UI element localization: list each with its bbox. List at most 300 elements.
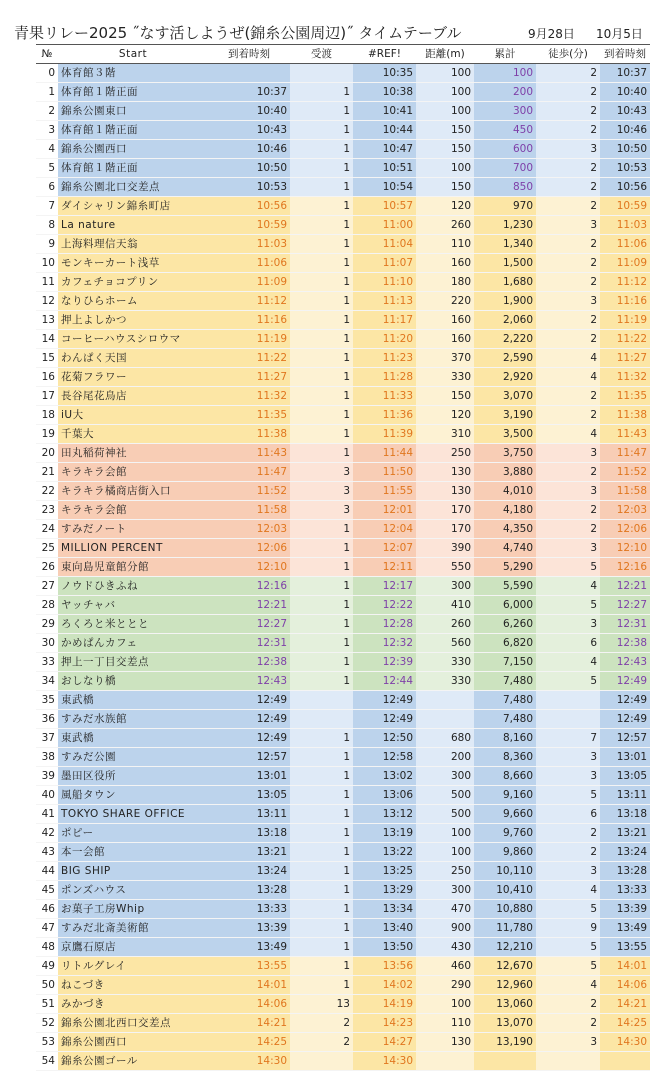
stop-name: 体育館１階正面 [58, 121, 208, 140]
table-row [36, 216, 650, 235]
row-number: 27 [36, 577, 58, 596]
ref-time: 10:51 [353, 159, 416, 178]
arrival-time: 11:27 [208, 368, 290, 387]
arrival-time-2: 10:40 [600, 83, 650, 102]
table-row [36, 995, 650, 1014]
ref-time: 12:50 [353, 729, 416, 748]
handover: 1 [290, 558, 353, 577]
stop-name: かめぱんカフェ [58, 634, 208, 653]
cumulative: 3,190 [474, 406, 536, 425]
table-row [36, 1052, 650, 1071]
row-number: 5 [36, 159, 58, 178]
walk-minutes: 2 [536, 1014, 600, 1033]
handover: 1 [290, 881, 353, 900]
header-cumulative: 累計 [474, 45, 536, 64]
header-row [36, 45, 650, 64]
stop-name: おしなり橋 [58, 672, 208, 691]
arrival-time: 12:49 [208, 710, 290, 729]
ref-time: 10:54 [353, 178, 416, 197]
stop-name: 体育館１階正面 [58, 83, 208, 102]
stop-name: 錦糸公園東口 [58, 102, 208, 121]
distance: 110 [416, 1014, 474, 1033]
table-row [36, 710, 650, 729]
cumulative: 7,480 [474, 710, 536, 729]
handover: 1 [290, 938, 353, 957]
stop-name: 千葉大 [58, 425, 208, 444]
distance: 150 [416, 121, 474, 140]
handover: 1 [290, 672, 353, 691]
walk-minutes: 2 [536, 824, 600, 843]
table-row [36, 482, 650, 501]
cumulative: 6,820 [474, 634, 536, 653]
stop-name: 墨田区役所 [58, 767, 208, 786]
ref-time: 14:19 [353, 995, 416, 1014]
row-number: 53 [36, 1033, 58, 1052]
arrival-time-2: 13:18 [600, 805, 650, 824]
ref-time: 13:22 [353, 843, 416, 862]
arrival-time: 11:09 [208, 273, 290, 292]
arrival-time: 11:32 [208, 387, 290, 406]
row-number: 26 [36, 558, 58, 577]
arrival-time-2: 10:37 [600, 64, 650, 83]
stop-name: ヤッチャバ [58, 596, 208, 615]
table-row [36, 805, 650, 824]
stop-name: わんぱく天国 [58, 349, 208, 368]
arrival-time: 11:52 [208, 482, 290, 501]
handover: 1 [290, 539, 353, 558]
handover: 1 [290, 957, 353, 976]
arrival-time: 10:50 [208, 159, 290, 178]
stop-name: すみだ水族館 [58, 710, 208, 729]
handover [290, 691, 353, 710]
handover [290, 64, 353, 83]
arrival-time-2: 11:06 [600, 235, 650, 254]
ref-time: 12:58 [353, 748, 416, 767]
arrival-time: 14:06 [208, 995, 290, 1014]
stop-name: 田丸稲荷神社 [58, 444, 208, 463]
arrival-time-2: 11:43 [600, 425, 650, 444]
arrival-time: 11:22 [208, 349, 290, 368]
handover: 1 [290, 615, 353, 634]
cumulative: 1,500 [474, 254, 536, 273]
table-body [36, 64, 650, 1071]
handover: 1 [290, 254, 353, 273]
arrival-time: 10:56 [208, 197, 290, 216]
table-row [36, 767, 650, 786]
row-number: 4 [36, 140, 58, 159]
distance: 100 [416, 843, 474, 862]
handover: 1 [290, 976, 353, 995]
ref-time: 13:19 [353, 824, 416, 843]
table-row [36, 1014, 650, 1033]
arrival-time-2: 11:35 [600, 387, 650, 406]
stop-name: 錦糸公園ゴール [58, 1052, 208, 1071]
stop-name: ポピー [58, 824, 208, 843]
row-number: 39 [36, 767, 58, 786]
ref-time: 13:02 [353, 767, 416, 786]
cumulative: 6,000 [474, 596, 536, 615]
walk-minutes: 2 [536, 463, 600, 482]
cumulative: 9,760 [474, 824, 536, 843]
arrival-time-2: 13:21 [600, 824, 650, 843]
arrival-time: 13:33 [208, 900, 290, 919]
distance: 170 [416, 520, 474, 539]
cumulative: 5,590 [474, 577, 536, 596]
stop-name: 長谷尾花鳥店 [58, 387, 208, 406]
table-row [36, 919, 650, 938]
ref-time: 10:47 [353, 140, 416, 159]
handover: 1 [290, 216, 353, 235]
arrival-time: 14:01 [208, 976, 290, 995]
ref-time: 10:38 [353, 83, 416, 102]
handover: 1 [290, 159, 353, 178]
row-number: 14 [36, 330, 58, 349]
arrival-time-2: 13:55 [600, 938, 650, 957]
cumulative: 12,960 [474, 976, 536, 995]
ref-time: 13:12 [353, 805, 416, 824]
handover: 1 [290, 862, 353, 881]
cumulative: 2,060 [474, 311, 536, 330]
ref-time: 12:11 [353, 558, 416, 577]
handover: 1 [290, 919, 353, 938]
walk-minutes: 5 [536, 957, 600, 976]
table-row [36, 273, 650, 292]
table-row [36, 406, 650, 425]
walk-minutes: 6 [536, 805, 600, 824]
ref-time: 10:35 [353, 64, 416, 83]
stop-name: ダイシャリン錦糸町店 [58, 197, 208, 216]
stop-name: キラキラ会館 [58, 501, 208, 520]
handover: 1 [290, 786, 353, 805]
arrival-time: 13:11 [208, 805, 290, 824]
arrival-time-2: 12:03 [600, 501, 650, 520]
ref-time: 11:39 [353, 425, 416, 444]
row-number: 11 [36, 273, 58, 292]
table-row [36, 539, 650, 558]
arrival-time-2: 12:27 [600, 596, 650, 615]
cumulative: 1,230 [474, 216, 536, 235]
stop-name: 本一会館 [58, 843, 208, 862]
row-number: 18 [36, 406, 58, 425]
walk-minutes: 3 [536, 1033, 600, 1052]
walk-minutes: 3 [536, 444, 600, 463]
arrival-time-2: 12:38 [600, 634, 650, 653]
row-number: 23 [36, 501, 58, 520]
stop-name: 体育館３階 [58, 64, 208, 83]
ref-time: 11:13 [353, 292, 416, 311]
distance: 390 [416, 539, 474, 558]
arrival-time-2: 11:16 [600, 292, 650, 311]
arrival-time: 12:03 [208, 520, 290, 539]
walk-minutes: 3 [536, 140, 600, 159]
row-number: 45 [36, 881, 58, 900]
stop-name: ろくろと米ととと [58, 615, 208, 634]
cumulative: 700 [474, 159, 536, 178]
row-number: 42 [36, 824, 58, 843]
ref-time: 11:33 [353, 387, 416, 406]
handover: 1 [290, 767, 353, 786]
arrival-time-2: 14:01 [600, 957, 650, 976]
distance: 220 [416, 292, 474, 311]
handover: 1 [290, 596, 353, 615]
ref-time: 14:02 [353, 976, 416, 995]
cumulative: 10,410 [474, 881, 536, 900]
table-row [36, 463, 650, 482]
row-number: 52 [36, 1014, 58, 1033]
arrival-time-2: 13:39 [600, 900, 650, 919]
header-arrival-2: 到着時刻 [600, 45, 650, 64]
cumulative: 13,060 [474, 995, 536, 1014]
arrival-time: 11:03 [208, 235, 290, 254]
distance: 550 [416, 558, 474, 577]
distance: 150 [416, 178, 474, 197]
walk-minutes: 2 [536, 235, 600, 254]
row-number: 12 [36, 292, 58, 311]
distance: 160 [416, 330, 474, 349]
arrival-time: 11:35 [208, 406, 290, 425]
arrival-time: 14:30 [208, 1052, 290, 1071]
arrival-time-2: 12:43 [600, 653, 650, 672]
distance: 330 [416, 653, 474, 672]
table-row [36, 748, 650, 767]
table-row [36, 330, 650, 349]
header-start: Start [58, 45, 208, 64]
cumulative: 3,750 [474, 444, 536, 463]
row-number: 47 [36, 919, 58, 938]
arrival-time-2: 12:21 [600, 577, 650, 596]
stop-name: 押上一丁目交差点 [58, 653, 208, 672]
handover: 1 [290, 102, 353, 121]
walk-minutes: 5 [536, 558, 600, 577]
arrival-time: 14:25 [208, 1033, 290, 1052]
row-number: 15 [36, 349, 58, 368]
walk-minutes: 6 [536, 634, 600, 653]
row-number: 41 [36, 805, 58, 824]
ref-time: 13:50 [353, 938, 416, 957]
walk-minutes: 2 [536, 102, 600, 121]
arrival-time-2: 10:56 [600, 178, 650, 197]
walk-minutes: 4 [536, 349, 600, 368]
cumulative [474, 1052, 536, 1071]
ref-time: 11:50 [353, 463, 416, 482]
row-number: 13 [36, 311, 58, 330]
walk-minutes: 4 [536, 976, 600, 995]
header-handover: 受渡 [290, 45, 353, 64]
arrival-time-2: 12:16 [600, 558, 650, 577]
cumulative: 9,660 [474, 805, 536, 824]
row-number: 37 [36, 729, 58, 748]
table-row [36, 444, 650, 463]
arrival-time: 12:43 [208, 672, 290, 691]
ref-time: 12:49 [353, 710, 416, 729]
row-number: 25 [36, 539, 58, 558]
cumulative: 9,160 [474, 786, 536, 805]
handover: 1 [290, 729, 353, 748]
cumulative: 4,010 [474, 482, 536, 501]
stop-name: すみだ公園 [58, 748, 208, 767]
arrival-time-2: 10:43 [600, 102, 650, 121]
stop-name: カフェチョコプリン [58, 273, 208, 292]
distance: 260 [416, 615, 474, 634]
stop-name: 東武橋 [58, 691, 208, 710]
row-number: 50 [36, 976, 58, 995]
distance: 430 [416, 938, 474, 957]
arrival-time: 11:06 [208, 254, 290, 273]
table-row [36, 634, 650, 653]
cumulative: 11,780 [474, 919, 536, 938]
arrival-time-2: 10:59 [600, 197, 650, 216]
handover: 1 [290, 406, 353, 425]
row-number: 54 [36, 1052, 58, 1071]
stop-name: 押上よしかつ [58, 311, 208, 330]
ref-time: 10:44 [353, 121, 416, 140]
arrival-time-2: 11:38 [600, 406, 650, 425]
table-row [36, 938, 650, 957]
cumulative: 10,880 [474, 900, 536, 919]
table-row [36, 881, 650, 900]
handover: 1 [290, 121, 353, 140]
stop-name: iU大 [58, 406, 208, 425]
cumulative: 850 [474, 178, 536, 197]
stop-name: みかづき [58, 995, 208, 1014]
distance: 470 [416, 900, 474, 919]
ref-time: 11:36 [353, 406, 416, 425]
arrival-time: 13:55 [208, 957, 290, 976]
cumulative: 13,190 [474, 1033, 536, 1052]
arrival-time-2: 13:24 [600, 843, 650, 862]
ref-time: 13:29 [353, 881, 416, 900]
walk-minutes: 5 [536, 672, 600, 691]
row-number: 30 [36, 634, 58, 653]
distance [416, 710, 474, 729]
walk-minutes: 2 [536, 273, 600, 292]
stop-name: 風船タウン [58, 786, 208, 805]
cumulative: 970 [474, 197, 536, 216]
arrival-time-2: 10:46 [600, 121, 650, 140]
ref-time: 12:39 [353, 653, 416, 672]
handover: 1 [290, 824, 353, 843]
cumulative: 8,160 [474, 729, 536, 748]
cumulative: 300 [474, 102, 536, 121]
stop-name: 錦糸公園北口交差点 [58, 178, 208, 197]
table-row [36, 159, 650, 178]
cumulative: 7,480 [474, 691, 536, 710]
table-row [36, 596, 650, 615]
distance: 310 [416, 425, 474, 444]
arrival-time: 12:27 [208, 615, 290, 634]
arrival-time-2: 13:28 [600, 862, 650, 881]
arrival-time: 13:39 [208, 919, 290, 938]
row-number: 34 [36, 672, 58, 691]
handover: 1 [290, 83, 353, 102]
page-header [0, 0, 672, 44]
row-number: 17 [36, 387, 58, 406]
handover: 1 [290, 368, 353, 387]
arrival-time-2: 12:49 [600, 710, 650, 729]
table-row [36, 558, 650, 577]
table-row [36, 102, 650, 121]
walk-minutes: 2 [536, 64, 600, 83]
distance: 130 [416, 463, 474, 482]
walk-minutes: 5 [536, 938, 600, 957]
table-row [36, 786, 650, 805]
table-row [36, 1033, 650, 1052]
cumulative: 13,070 [474, 1014, 536, 1033]
table-row [36, 292, 650, 311]
table-row [36, 672, 650, 691]
handover: 1 [290, 805, 353, 824]
walk-minutes: 2 [536, 520, 600, 539]
arrival-time: 10:46 [208, 140, 290, 159]
row-number: 43 [36, 843, 58, 862]
table-row [36, 824, 650, 843]
table-row [36, 197, 650, 216]
table-row [36, 254, 650, 273]
arrival-time: 11:43 [208, 444, 290, 463]
cumulative: 3,500 [474, 425, 536, 444]
arrival-time-2: 11:12 [600, 273, 650, 292]
row-number: 20 [36, 444, 58, 463]
arrival-time-2: 13:05 [600, 767, 650, 786]
arrival-time: 13:18 [208, 824, 290, 843]
walk-minutes: 4 [536, 368, 600, 387]
row-number: 22 [36, 482, 58, 501]
distance: 150 [416, 387, 474, 406]
cumulative: 6,260 [474, 615, 536, 634]
arrival-time: 13:28 [208, 881, 290, 900]
arrival-time-2: 12:31 [600, 615, 650, 634]
arrival-time: 12:57 [208, 748, 290, 767]
row-number: 48 [36, 938, 58, 957]
arrival-time: 13:05 [208, 786, 290, 805]
handover: 3 [290, 482, 353, 501]
ref-time: 13:06 [353, 786, 416, 805]
arrival-time-2: 11:47 [600, 444, 650, 463]
stop-name: BIG SHIP [58, 862, 208, 881]
arrival-time-2: 12:06 [600, 520, 650, 539]
walk-minutes: 3 [536, 216, 600, 235]
arrival-time: 12:21 [208, 596, 290, 615]
handover [290, 1052, 353, 1071]
walk-minutes: 4 [536, 653, 600, 672]
distance: 300 [416, 767, 474, 786]
handover: 1 [290, 349, 353, 368]
ref-time: 12:01 [353, 501, 416, 520]
arrival-time-2: 12:49 [600, 691, 650, 710]
walk-minutes: 2 [536, 311, 600, 330]
table-row [36, 349, 650, 368]
row-number: 2 [36, 102, 58, 121]
stop-name: ポンズハウス [58, 881, 208, 900]
cumulative: 200 [474, 83, 536, 102]
row-number: 51 [36, 995, 58, 1014]
arrival-time-2: 13:49 [600, 919, 650, 938]
distance: 100 [416, 824, 474, 843]
stop-name: 錦糸公園西口 [58, 1033, 208, 1052]
cumulative: 2,220 [474, 330, 536, 349]
stop-name: コーヒーハウスシロウマ [58, 330, 208, 349]
row-number: 8 [36, 216, 58, 235]
walk-minutes: 3 [536, 615, 600, 634]
stop-name: 錦糸公園北西口交差点 [58, 1014, 208, 1033]
stop-name: リトルグレイ [58, 957, 208, 976]
date-first: 9月28日 [528, 27, 575, 41]
walk-minutes: 5 [536, 786, 600, 805]
handover: 1 [290, 425, 353, 444]
handover: 1 [290, 900, 353, 919]
cumulative: 12,210 [474, 938, 536, 957]
cumulative: 7,480 [474, 672, 536, 691]
